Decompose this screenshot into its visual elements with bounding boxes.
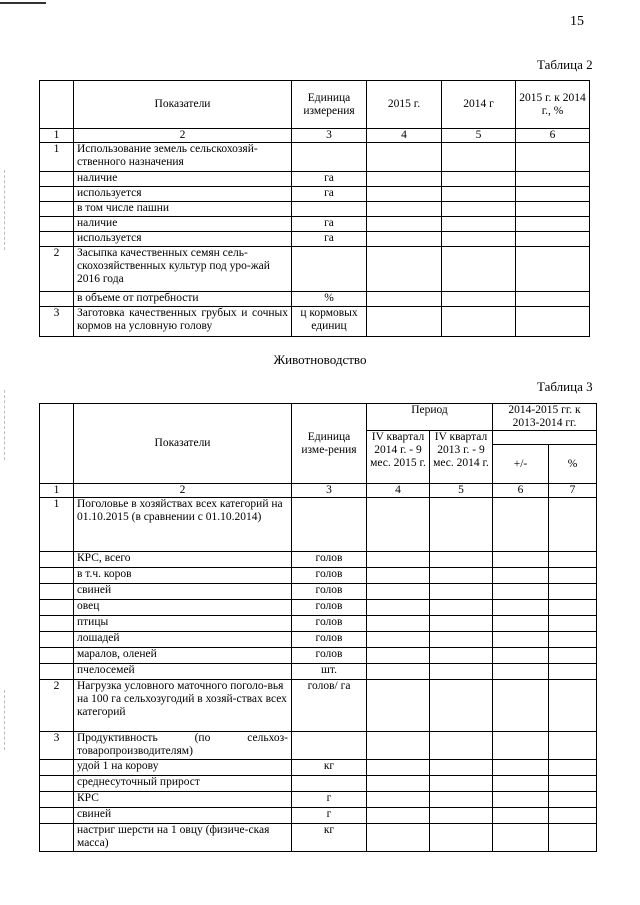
row-num: 2: [40, 247, 74, 292]
row-unit: голов: [292, 648, 367, 664]
row-num: [40, 648, 74, 664]
colnum-cell: 5: [430, 484, 493, 498]
section-title: Животноводство: [273, 352, 367, 367]
table-row: [40, 792, 597, 808]
value-cell: [442, 292, 516, 307]
table-row: [40, 680, 597, 732]
margin-mark: [4, 690, 6, 750]
value-cell: [367, 568, 430, 584]
value-cell: [516, 232, 590, 247]
value-cell: [549, 632, 597, 648]
table-row: [40, 648, 597, 664]
value-cell: [367, 648, 430, 664]
value-cell: [430, 808, 493, 824]
table-row: [40, 584, 597, 600]
value-cell: [549, 824, 597, 852]
row-label: Использование земель сельскохозяй-ственного назначения: [74, 143, 292, 172]
colnum-cell: 2: [74, 129, 292, 143]
colnum-cell: 5: [442, 129, 516, 143]
value-cell: [367, 498, 430, 552]
value-cell: [516, 202, 590, 217]
value-cell: [493, 776, 549, 792]
value-cell: [493, 680, 549, 732]
row-label: Засыпка качественных семян сель-скохозяйственных культур под уро-жай 2016 года: [74, 247, 292, 292]
table-row: [40, 616, 597, 632]
table3-header-unit: Единица изме-рения: [292, 404, 367, 484]
row-label: настриг шерсти на 1 овцу (физиче-ская масса): [74, 824, 292, 852]
value-cell: [367, 680, 430, 732]
table-row: [40, 292, 590, 307]
row-label: птицы: [74, 616, 292, 632]
value-cell: [367, 307, 442, 337]
row-label: наличие: [74, 217, 292, 232]
row-label: удой 1 на корову: [74, 760, 292, 776]
row-unit: [292, 202, 367, 217]
row-label: лошадей: [74, 632, 292, 648]
margin-mark: [4, 390, 6, 460]
value-cell: [549, 600, 597, 616]
table-row: [40, 760, 597, 776]
value-cell: [367, 187, 442, 202]
table-row: [40, 568, 597, 584]
value-cell: [430, 824, 493, 852]
row-label: наличие: [74, 172, 292, 187]
value-cell: [367, 232, 442, 247]
row-num: [40, 292, 74, 307]
value-cell: [493, 616, 549, 632]
colnum-cell: 3: [292, 129, 367, 143]
row-num: [40, 760, 74, 776]
row-num: 1: [40, 498, 74, 552]
value-cell: [367, 552, 430, 568]
value-cell: [549, 808, 597, 824]
row-unit: голов: [292, 616, 367, 632]
row-num: [40, 552, 74, 568]
value-cell: [367, 760, 430, 776]
value-cell: [493, 664, 549, 680]
row-unit: кг: [292, 824, 367, 852]
value-cell: [367, 217, 442, 232]
row-num: [40, 202, 74, 217]
row-unit: %: [292, 292, 367, 307]
value-cell: [367, 292, 442, 307]
table2-header-2015: 2015 г.: [367, 81, 442, 129]
value-cell: [493, 552, 549, 568]
value-cell: [430, 680, 493, 732]
row-unit: [292, 247, 367, 292]
table-row: [40, 202, 590, 217]
table2-header-num: [40, 81, 74, 129]
value-cell: [430, 568, 493, 584]
row-label: в т.ч. коров: [74, 568, 292, 584]
value-cell: [430, 584, 493, 600]
row-unit: кг: [292, 760, 367, 776]
value-cell: [367, 792, 430, 808]
row-label: свиней: [74, 584, 292, 600]
value-cell: [430, 792, 493, 808]
row-num: 3: [40, 307, 74, 337]
value-cell: [549, 792, 597, 808]
row-unit: голов: [292, 632, 367, 648]
value-cell: [367, 202, 442, 217]
row-unit: ц кормовых единиц: [292, 307, 367, 337]
row-num: [40, 616, 74, 632]
colnum-cell: 1: [40, 129, 74, 143]
value-cell: [442, 202, 516, 217]
value-cell: [516, 143, 590, 172]
table3-header-plus-minus: +/-: [493, 445, 549, 484]
value-cell: [367, 584, 430, 600]
value-cell: [549, 552, 597, 568]
value-cell: [430, 664, 493, 680]
table-row: [40, 307, 590, 337]
table3-colnum-row: [40, 484, 597, 498]
value-cell: [367, 824, 430, 852]
value-cell: [430, 776, 493, 792]
value-cell: [549, 664, 597, 680]
row-unit: га: [292, 187, 367, 202]
table2-header-row: [40, 81, 590, 129]
value-cell: [442, 172, 516, 187]
value-cell: [493, 732, 549, 760]
table3-header-period-2: IV квартал 2013 г. - 9 мес. 2014 г.: [430, 431, 493, 484]
row-num: [40, 217, 74, 232]
value-cell: [442, 143, 516, 172]
table-row: [40, 552, 597, 568]
table3-header-indicators: Показатели: [74, 404, 292, 484]
row-num: [40, 232, 74, 247]
value-cell: [442, 307, 516, 337]
table3-header-period: Период: [367, 404, 493, 431]
table3-header-period-1: IV квартал 2014 г. - 9 мес. 2015 г.: [367, 431, 430, 484]
table-row: [40, 232, 590, 247]
table3-header-change: 2014-2015 гг. к 2013-2014 гг.: [493, 404, 597, 431]
value-cell: [549, 776, 597, 792]
page-number: 15: [570, 14, 584, 29]
row-label: свиней: [74, 808, 292, 824]
row-num: [40, 776, 74, 792]
value-cell: [549, 584, 597, 600]
table3-header-percent: %: [549, 445, 597, 484]
row-label: Нагрузка условного маточного поголо-вья на 100 га сельхозугодий в хозяй-ствах всех категорий: [74, 680, 292, 732]
row-label: используется: [74, 232, 292, 247]
row-label: используется: [74, 187, 292, 202]
colnum-cell: 6: [516, 129, 590, 143]
value-cell: [493, 760, 549, 776]
value-cell: [367, 664, 430, 680]
value-cell: [430, 632, 493, 648]
row-num: [40, 600, 74, 616]
row-label: в объеме от потребности: [74, 292, 292, 307]
table-row: [40, 732, 597, 760]
value-cell: [549, 732, 597, 760]
colnum-cell: 2: [74, 484, 292, 498]
row-num: 3: [40, 732, 74, 760]
value-cell: [367, 808, 430, 824]
value-cell: [549, 568, 597, 584]
table-row: [40, 808, 597, 824]
table3: [39, 403, 597, 852]
row-label: Поголовье в хозяйствах всех категорий на 01.10.2015 (в сравнении с 01.10.2014): [74, 498, 292, 552]
row-num: [40, 172, 74, 187]
value-cell: [493, 600, 549, 616]
value-cell: [442, 247, 516, 292]
row-unit: голов: [292, 568, 367, 584]
table3-header-row: [40, 404, 597, 431]
row-label: КРС, всего: [74, 552, 292, 568]
table-row: [40, 776, 597, 792]
table-row: [40, 664, 597, 680]
table-row: [40, 172, 590, 187]
table2-colnum-row: [40, 129, 590, 143]
table3-caption: Таблица 3: [537, 379, 593, 394]
value-cell: [367, 172, 442, 187]
row-unit: га: [292, 172, 367, 187]
value-cell: [549, 498, 597, 552]
value-cell: [493, 584, 549, 600]
value-cell: [493, 568, 549, 584]
margin-mark: [4, 170, 6, 250]
table-row: [40, 217, 590, 232]
value-cell: [493, 808, 549, 824]
value-cell: [430, 616, 493, 632]
value-cell: [493, 648, 549, 664]
row-unit: [292, 776, 367, 792]
value-cell: [367, 632, 430, 648]
row-unit: голов/ га: [292, 680, 367, 732]
row-num: [40, 632, 74, 648]
value-cell: [430, 498, 493, 552]
colnum-cell: 3: [292, 484, 367, 498]
value-cell: [442, 187, 516, 202]
table-row: [40, 600, 597, 616]
table2-header-2014: 2014 г: [442, 81, 516, 129]
value-cell: [493, 792, 549, 808]
row-label: в том числе пашни: [74, 202, 292, 217]
row-label: маралов, оленей: [74, 648, 292, 664]
value-cell: [442, 232, 516, 247]
row-unit: голов: [292, 552, 367, 568]
row-unit: га: [292, 232, 367, 247]
value-cell: [430, 600, 493, 616]
table2: [39, 80, 590, 337]
row-num: [40, 824, 74, 852]
value-cell: [516, 247, 590, 292]
row-num: [40, 187, 74, 202]
value-cell: [430, 732, 493, 760]
row-unit: голов: [292, 600, 367, 616]
table2-caption: Таблица 2: [537, 57, 593, 72]
table-row: [40, 247, 590, 292]
value-cell: [516, 307, 590, 337]
value-cell: [549, 616, 597, 632]
value-cell: [430, 648, 493, 664]
value-cell: [493, 498, 549, 552]
value-cell: [549, 680, 597, 732]
table2-header-indicators: Показатели: [74, 81, 292, 129]
row-label: Продуктивность (по сельхоз-товаропроизводителям): [74, 732, 292, 760]
table-row: [40, 187, 590, 202]
value-cell: [516, 217, 590, 232]
value-cell: [367, 776, 430, 792]
value-cell: [516, 172, 590, 187]
row-unit: г: [292, 792, 367, 808]
row-num: [40, 808, 74, 824]
row-unit: [292, 732, 367, 760]
value-cell: [367, 616, 430, 632]
row-label: среднесуточный прирост: [74, 776, 292, 792]
value-cell: [367, 600, 430, 616]
colnum-cell: 4: [367, 129, 442, 143]
row-num: 1: [40, 143, 74, 172]
value-cell: [549, 760, 597, 776]
value-cell: [493, 632, 549, 648]
row-num: 2: [40, 680, 74, 732]
table-row: [40, 143, 590, 172]
row-label: пчелосемей: [74, 664, 292, 680]
row-num: [40, 664, 74, 680]
value-cell: [430, 552, 493, 568]
value-cell: [430, 760, 493, 776]
table2-header-ratio: 2015 г. к 2014 г., %: [516, 81, 590, 129]
table3-header-gap: [493, 431, 597, 445]
row-label: Заготовка качественных грубых и сочных кормов на условную голову: [74, 307, 292, 337]
row-unit: га: [292, 217, 367, 232]
table-row: [40, 824, 597, 852]
table-row: [40, 632, 597, 648]
row-num: [40, 568, 74, 584]
colnum-cell: 1: [40, 484, 74, 498]
colnum-cell: 6: [493, 484, 549, 498]
value-cell: [367, 143, 442, 172]
table2-header-unit: Единица измерения: [292, 81, 367, 129]
row-num: [40, 584, 74, 600]
value-cell: [367, 247, 442, 292]
row-unit: [292, 498, 367, 552]
value-cell: [516, 187, 590, 202]
table-row: [40, 498, 597, 552]
row-unit: [292, 143, 367, 172]
value-cell: [442, 217, 516, 232]
row-unit: шт.: [292, 664, 367, 680]
value-cell: [549, 648, 597, 664]
row-num: [40, 792, 74, 808]
row-label: овец: [74, 600, 292, 616]
row-unit: голов: [292, 584, 367, 600]
row-unit: г: [292, 808, 367, 824]
value-cell: [516, 292, 590, 307]
colnum-cell: 7: [549, 484, 597, 498]
top-rule: [0, 2, 46, 4]
value-cell: [367, 732, 430, 760]
colnum-cell: 4: [367, 484, 430, 498]
table3-header-num: [40, 404, 74, 484]
row-label: КРС: [74, 792, 292, 808]
value-cell: [493, 824, 549, 852]
